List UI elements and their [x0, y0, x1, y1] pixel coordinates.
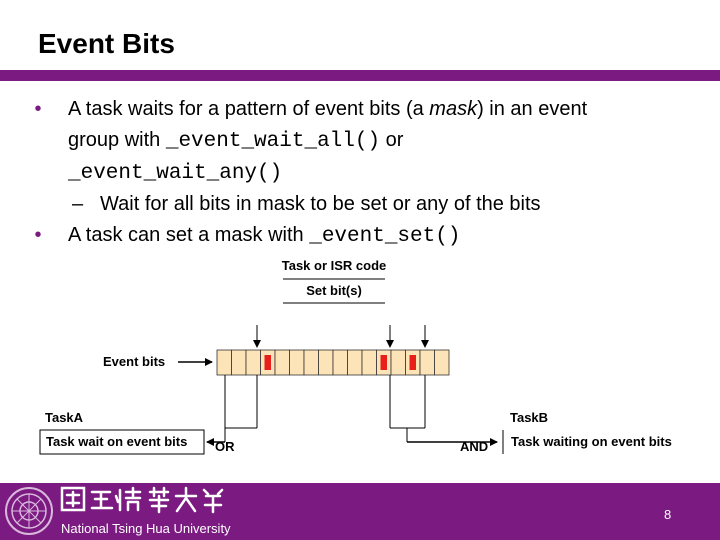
- event-bit-cell: [391, 350, 406, 375]
- slide-title: Event Bits: [38, 28, 175, 59]
- bullet-text: or: [380, 129, 404, 151]
- event-bit-cell: [362, 350, 377, 375]
- bullet-text: group with: [68, 129, 166, 151]
- university-seal-logo: [4, 486, 54, 536]
- task-b-wait-label: Task waiting on event bits: [511, 434, 672, 449]
- event-bit-set-marker: [381, 355, 388, 370]
- bullet-marker: •: [34, 98, 42, 120]
- or-label: OR: [215, 439, 235, 454]
- task-a-label: TaskA: [45, 410, 84, 425]
- event-bit-cell: [232, 350, 247, 375]
- event-bits-register: [217, 350, 449, 375]
- bullet-emphasis: mask: [429, 98, 478, 120]
- event-bit-cell: [420, 350, 435, 375]
- event-bit-cell: [217, 350, 232, 375]
- task-a-wait-label: Task wait on event bits: [46, 434, 188, 449]
- event-bit-cell: [304, 350, 319, 375]
- task-b-label: TaskB: [510, 410, 549, 425]
- event-bit-cell: [275, 350, 290, 375]
- code-span: _event_wait_any(): [68, 162, 283, 185]
- sub-bullet-item: [28, 189, 708, 220]
- sub-bullet-marker: –: [72, 193, 84, 215]
- event-bit-cell: [246, 350, 261, 375]
- bullet-text: A task waits for a pattern of event bits (a: [68, 98, 430, 120]
- event-bit-set-marker: [265, 355, 272, 370]
- event-bit-cell: [435, 350, 450, 375]
- event-bits-diagram: [0, 250, 720, 470]
- bullet-text: ) in an event: [477, 98, 588, 120]
- set-bits-label: Set bit(s): [306, 283, 362, 298]
- bullet-text: A task can set a mask with: [68, 224, 310, 246]
- and-label: AND: [460, 439, 489, 454]
- event-bit-set-marker: [410, 355, 417, 370]
- bullet-marker: •: [34, 224, 42, 246]
- event-bit-cell: [333, 350, 348, 375]
- university-chinese-name-logo: [58, 484, 228, 514]
- university-name: National Tsing Hua University: [61, 521, 231, 536]
- bullet-list: [28, 94, 708, 252]
- code-span: _event_set(): [309, 225, 461, 248]
- bullet-item: [28, 220, 708, 252]
- sub-bullet-text: Wait for all bits in mask to be set or any of the bits: [100, 193, 541, 215]
- title-divider-bar: [0, 70, 720, 81]
- footer-bar: [0, 483, 720, 540]
- task-isr-label: Task or ISR code: [281, 258, 387, 273]
- or-connector-line: [225, 375, 235, 428]
- event-bit-cell: [348, 350, 363, 375]
- event-bits-label: Event bits: [103, 354, 166, 369]
- page-number: 8: [664, 507, 672, 522]
- event-bit-cell: [319, 350, 334, 375]
- bullet-item: [28, 94, 708, 189]
- event-bit-cell: [290, 350, 305, 375]
- code-span: _event_wait_all(): [165, 130, 381, 153]
